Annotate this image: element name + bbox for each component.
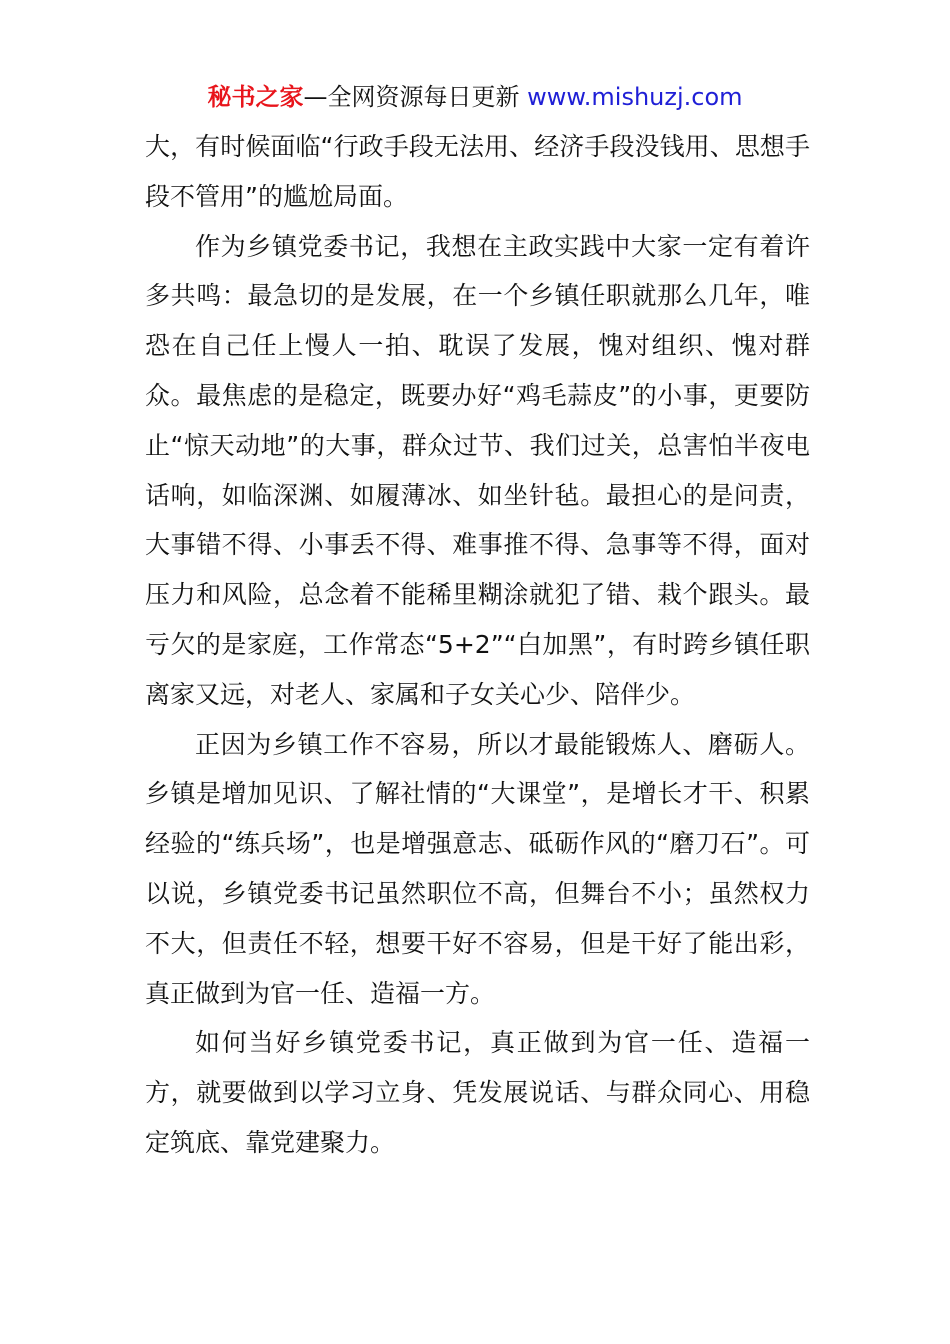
paragraph-continuation: 大，有时候面临“行政手段无法用、经济手段没钱用、思想手段不管用”的尴尬局面。 (145, 132, 810, 211)
paragraph: 如何当好乡镇党委书记，真正做到为官一任、造福一方，就要做到以学习立身、凭发展说话、与群众同心、用稳定筑底、靠党建聚力。 (145, 1028, 810, 1157)
paragraph: 正因为乡镇工作不容易，所以才最能锻炼人、磨砺人。乡镇是增加见识、了解社情的“大课堂”，是增长才干、积累经验的“练兵场”，也是增强意志、砥砺作风的“磨刀石”。可以说，乡镇党委书记虽然职位不高，但舞台不小；虽然权力不大，但责任不轻，想要干好不容易，但是干好了能出彩，真正做到为官一任、造福一方。 (145, 729, 810, 1008)
page-header (0, 80, 950, 114)
website-link[interactable]: www.mishuzj.com (527, 83, 743, 111)
document-body (145, 122, 810, 1168)
header-tagline: —全网资源每日更新 (303, 83, 528, 111)
paragraph: 作为乡镇党委书记，我想在主政实践中大家一定有着许多共鸣：最急切的是发展，在一个乡镇任职就那么几年，唯恐在自己任上慢人一拍、耽误了发展，愧对组织、愧对群众。最焦虑的是稳定，既要办好“鸡毛蒜皮”的小事，更要防止“惊天动地”的大事，群众过节、我们过关，总害怕半夜电话响，如临深渊、如履薄冰、如坐针毡。最担心的是问责，大事错不得、小事丢不得、难事推不得、急事等不得，面对压力和风险，总念着不能稀里糊涂就犯了错、栽个跟头。最亏欠的是家庭，工作常态“5+2”“白加黑”，有时跨乡镇任职离家又远，对老人、家属和子女关心少、陪伴少。 (145, 231, 810, 709)
brand-name: 秘书之家 (207, 83, 304, 111)
